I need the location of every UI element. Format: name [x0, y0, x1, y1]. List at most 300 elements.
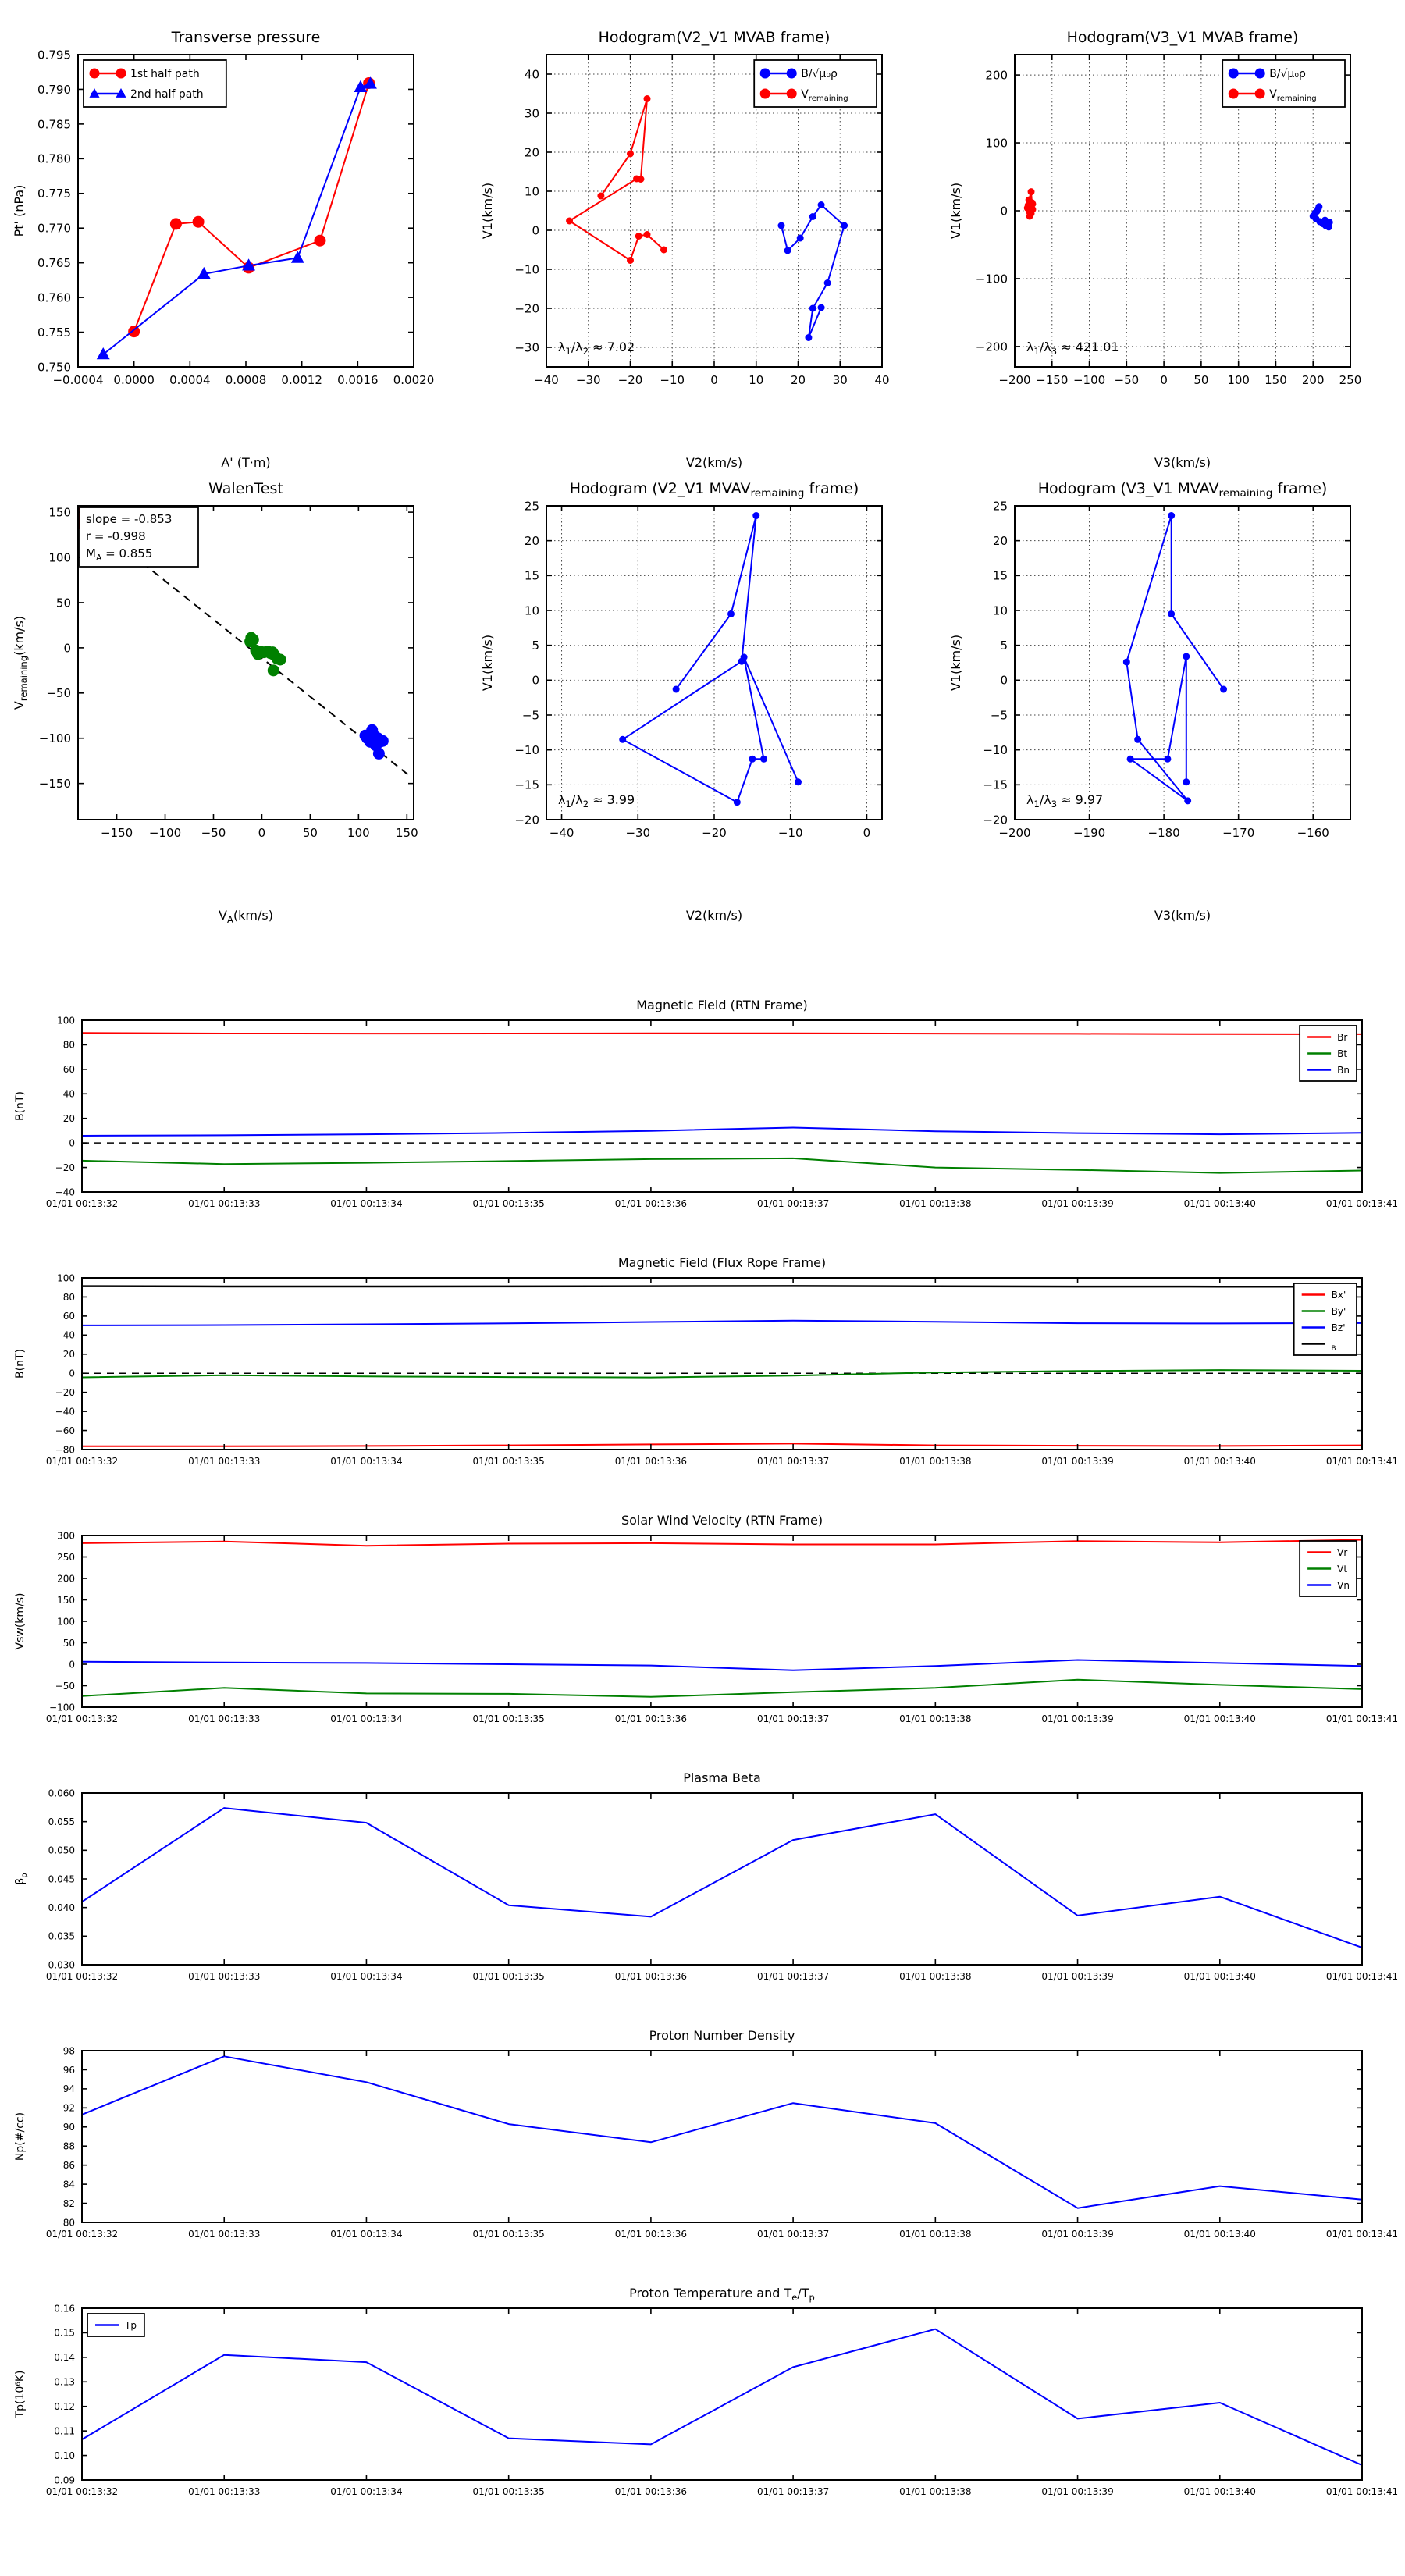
x-tick-label: −20: [617, 373, 643, 387]
x-tick-label: 250: [1339, 373, 1362, 387]
y-tick-label: 90: [62, 2122, 75, 2133]
chart-proton-temperature: [0, 2252, 1405, 2510]
x-tick-label: −180: [1147, 826, 1180, 840]
series-Bt: [82, 1158, 1362, 1173]
x-tick-label: 0: [258, 826, 266, 840]
x-tick-label: 0.0004: [169, 373, 211, 387]
chart-title: Transverse pressure: [171, 29, 321, 46]
y-tick-label: −20: [514, 813, 539, 827]
x-tick-label: 01/01 00:13:33: [188, 2486, 261, 2497]
legend-label: By': [1331, 1305, 1346, 1317]
series-V_remaining: [567, 96, 667, 264]
x-tick-label: −30: [575, 373, 601, 387]
y-tick-label: 0: [69, 1659, 75, 1670]
series-cluster-2: [245, 632, 286, 676]
x-tick-label: 01/01 00:13:33: [188, 1971, 261, 1982]
plot-border: [82, 1535, 1362, 1707]
y-tick-label: −15: [514, 777, 539, 792]
y-tick-label: −200: [975, 340, 1008, 354]
chart-title: Solar Wind Velocity (RTN Frame): [621, 1513, 823, 1528]
chart-title: Hodogram (V2_V1 $MVAV_{remaining}$ frame): [569, 480, 859, 500]
x-tick-label: 100: [1227, 373, 1250, 387]
x-tick-label: 50: [1193, 373, 1209, 387]
x-tick-label: 01/01 00:13:39: [1041, 1971, 1114, 1982]
y-tick-labels: [54, 2303, 75, 2485]
chart-title: Plasma Beta: [683, 1770, 761, 1785]
x-tick-label: 01/01 00:13:36: [614, 1198, 688, 1209]
x-tick-label: 01/01 00:13:36: [614, 1456, 688, 1467]
x-tick-label: −200: [998, 826, 1031, 840]
chart-svg-hodogram-v3v1-mvab: [937, 0, 1405, 470]
y-axis-label: $V_{remaining}(km/s)$: [12, 615, 29, 710]
y-tick-label: 100: [57, 1015, 75, 1026]
chart-svg-proton-number-density: [0, 1994, 1405, 2252]
lambda-annotation: $\lambda_1/\lambda_2 \approx 7.02$: [558, 340, 635, 357]
chart-svg-solar-wind-velocity: [0, 1479, 1405, 1737]
x-tick-label: 01/01 00:13:32: [45, 2229, 119, 2240]
y-tick-label: 100: [57, 1616, 75, 1628]
y-axis-label: Vsw(km/s): [14, 1592, 27, 1650]
y-tick-label: 10: [992, 603, 1008, 618]
x-tick-label: −100: [148, 826, 182, 840]
x-tick-label: 01/01 00:13:37: [756, 1456, 830, 1467]
y-tick-label: 0.09: [54, 2475, 75, 2486]
x-tick-labels: [46, 2229, 1398, 2240]
x-tick-labels: [998, 373, 1361, 387]
plot-border: [82, 1278, 1362, 1450]
x-tick-label: 01/01 00:13:35: [472, 2229, 545, 2240]
legend: [84, 60, 226, 107]
y-tick-label: −100: [38, 731, 71, 746]
y-tick-label: 100: [48, 550, 71, 565]
y-tick-label: 94: [62, 2083, 75, 2095]
chart-title: Proton Number Density: [649, 2028, 795, 2043]
chart-title: Hodogram(V2_V1 MVAB frame): [598, 29, 831, 46]
series-Vr: [82, 1540, 1362, 1546]
y-tick-label: 15: [992, 568, 1008, 583]
x-tick-labels: [46, 1198, 1398, 1209]
chart-svg-magnetic-field-flux-rope: [0, 1222, 1405, 1479]
chart-title: Magnetic Field (RTN Frame): [636, 998, 808, 1012]
legend-label: 1st half path: [130, 68, 200, 81]
ticks: [82, 2308, 1362, 2480]
y-tick-label: 50: [55, 596, 71, 610]
series-group: [620, 513, 802, 806]
y-tick-label: 30: [524, 106, 539, 121]
x-tick-label: −200: [998, 373, 1031, 387]
y-tick-label: 40: [62, 1329, 75, 1341]
y-tick-label: −15: [983, 777, 1008, 792]
x-tick-label: −100: [1072, 373, 1106, 387]
x-tick-label: 30: [832, 373, 848, 387]
series-group: [82, 1808, 1362, 1948]
y-tick-label: 25: [524, 499, 539, 514]
x-tick-label: −0.0004: [52, 373, 104, 387]
ticks: [82, 1020, 1362, 1192]
y-axis-label: $\beta_p$: [14, 1873, 29, 1885]
series-Tp: [82, 2329, 1362, 2465]
y-tick-label: −20: [514, 301, 539, 316]
series-B/√μ₀ρ: [778, 202, 848, 341]
legend-label: 2nd half path: [130, 88, 204, 101]
y-tick-label: 0.030: [48, 1959, 75, 1971]
x-tick-label: 01/01 00:13:32: [45, 1198, 119, 1209]
x-tick-label: 0: [863, 826, 871, 840]
y-tick-label: −40: [55, 1187, 75, 1198]
chart-hodogram-v2v1-mvab: [468, 0, 937, 470]
y-tick-label: 100: [57, 1272, 75, 1284]
grid: [1015, 506, 1350, 820]
series-Np: [82, 2056, 1362, 2208]
y-tick-labels: [37, 48, 71, 374]
y-tick-labels: [55, 1015, 75, 1197]
stats-line: $M_A = 0.855$: [86, 546, 153, 563]
y-tick-label: −60: [55, 1425, 75, 1436]
chart-hodogram-v3v1-mvab: [937, 0, 1405, 470]
ticks: [82, 1535, 1362, 1707]
chart-svg-hodogram-v3v1-mvav: [937, 451, 1405, 923]
y-tick-label: 50: [62, 1637, 75, 1649]
y-tick-label: 10: [524, 184, 539, 199]
legend: [1222, 60, 1345, 107]
y-tick-label: 250: [57, 1551, 75, 1563]
y-tick-label: −5: [990, 708, 1008, 723]
y-tick-label: 0: [1000, 204, 1008, 219]
x-tick-label: −50: [201, 826, 226, 840]
chart-svg-hodogram-v2v1-mvab: [468, 0, 937, 470]
series-group: [82, 1033, 1362, 1172]
chart-solar-wind-velocity: [0, 1479, 1405, 1737]
x-tick-label: 01/01 00:13:32: [45, 1456, 119, 1467]
x-tick-label: 01/01 00:13:35: [472, 1198, 545, 1209]
legend: [1294, 1283, 1357, 1355]
chart-svg-magnetic-field-rtn: [0, 964, 1405, 1222]
y-tick-label: 20: [524, 534, 539, 549]
y-tick-label: 82: [62, 2197, 75, 2209]
chart-title: Hodogram(V3_V1 MVAB frame): [1066, 29, 1299, 46]
legend-label: Br: [1337, 1031, 1348, 1043]
x-tick-label: 01/01 00:13:37: [756, 1198, 830, 1209]
y-tick-label: 0.12: [54, 2401, 75, 2413]
legend-label: B/√μ₀ρ: [801, 68, 838, 81]
y-tick-label: −20: [983, 813, 1008, 827]
x-axis-label: V2(km/s): [685, 455, 743, 470]
y-tick-label: 0.035: [48, 1930, 75, 1942]
x-tick-label: 100: [347, 826, 370, 840]
y-tick-label: 0.11: [54, 2425, 75, 2437]
y-tick-label: 0.775: [37, 187, 71, 201]
y-tick-label: 150: [48, 505, 71, 520]
x-tick-label: 150: [396, 826, 418, 840]
legend: [87, 2314, 144, 2336]
legend-label: $V_{remaining}$: [1269, 88, 1317, 104]
x-tick-labels: [46, 1456, 1398, 1467]
y-tick-label: 200: [57, 1573, 75, 1585]
y-tick-label: −10: [514, 743, 539, 758]
y-tick-label: −80: [55, 1444, 75, 1456]
y-tick-label: −100: [49, 1702, 75, 1713]
x-tick-label: 01/01 00:13:40: [1183, 1198, 1256, 1209]
y-axis-label: Tp(10⁶K): [14, 2370, 27, 2418]
y-tick-labels: [39, 506, 71, 792]
chart-title: Hodogram (V3_V1 $MVAV_{remaining}$ frame): [1037, 480, 1328, 500]
y-axis-label: V1(km/s): [480, 182, 495, 240]
chart-walen-test: [0, 451, 468, 925]
x-tick-label: 01/01 00:13:33: [188, 1456, 261, 1467]
y-tick-label: −40: [55, 1406, 75, 1418]
x-tick-label: −10: [777, 826, 803, 840]
x-tick-label: 01/01 00:13:40: [1183, 2229, 1256, 2240]
y-tick-label: 25: [992, 499, 1008, 514]
y-axis-label: Pt' (nPa): [12, 184, 27, 237]
x-tick-label: 01/01 00:13:34: [330, 1713, 403, 1724]
ticks: [1015, 506, 1350, 820]
y-axis-label: V1(km/s): [480, 634, 495, 692]
x-tick-labels: [534, 373, 889, 387]
x-tick-label: 01/01 00:13:38: [899, 1971, 972, 1982]
x-tick-label: 01/01 00:13:35: [472, 2486, 545, 2497]
x-tick-label: 01/01 00:13:41: [1325, 2486, 1399, 2497]
y-tick-label: 0.795: [37, 48, 71, 62]
x-tick-labels: [998, 826, 1329, 840]
chart-hodogram-v2v1-mvav: [468, 451, 937, 923]
x-tick-label: −170: [1222, 826, 1255, 840]
chart-magnetic-field-rtn: [0, 964, 1405, 1222]
y-tick-label: 40: [524, 67, 539, 82]
legend-label: Bx': [1331, 1289, 1346, 1300]
chart-svg-walen-test: [0, 451, 468, 925]
y-tick-label: 0.755: [37, 325, 71, 340]
chart-magnetic-field-flux-rope: [0, 1222, 1405, 1479]
stats-box: [80, 507, 198, 567]
y-tick-label: 60: [62, 1064, 75, 1076]
y-tick-labels: [48, 1788, 75, 1970]
x-tick-label: 01/01 00:13:34: [330, 1456, 403, 1467]
y-tick-labels: [983, 499, 1008, 827]
series-group: [82, 2329, 1362, 2465]
x-tick-label: 0.0016: [337, 373, 379, 387]
x-tick-label: −20: [702, 826, 727, 840]
y-tick-label: 20: [62, 1349, 75, 1361]
y-axis-label: V1(km/s): [948, 182, 963, 240]
y-tick-label: 0: [69, 1368, 75, 1379]
y-tick-label: 92: [62, 2102, 75, 2114]
x-tick-label: 01/01 00:13:38: [899, 2486, 972, 2497]
chart-svg-plasma-beta: [0, 1737, 1405, 1994]
legend-label: Bz': [1331, 1322, 1346, 1333]
x-tick-label: 01/01 00:13:40: [1183, 1713, 1256, 1724]
y-tick-label: 20: [62, 1113, 75, 1125]
y-tick-label: 0.10: [54, 2450, 75, 2461]
chart-svg-transverse-pressure: [0, 0, 468, 470]
y-tick-label: 300: [57, 1530, 75, 1542]
x-tick-label: 0.0008: [225, 373, 267, 387]
legend: [754, 60, 877, 107]
y-tick-label: −20: [55, 1162, 75, 1173]
y-tick-label: 150: [57, 1594, 75, 1606]
y-tick-label: −30: [514, 340, 539, 355]
y-tick-label: 0.14: [54, 2352, 75, 2364]
series-cluster-3: [360, 724, 388, 759]
y-tick-labels: [514, 499, 539, 827]
y-tick-label: −150: [38, 777, 71, 792]
x-tick-label: 01/01 00:13:35: [472, 1971, 545, 1982]
x-tick-labels: [46, 1713, 1398, 1724]
x-tick-labels: [46, 1971, 1398, 1982]
lambda-annotation: $\lambda_1/\lambda_2 \approx 3.99$: [558, 792, 635, 809]
x-tick-label: 01/01 00:13:35: [472, 1713, 545, 1724]
y-tick-label: 0.780: [37, 151, 71, 166]
chart-plasma-beta: [0, 1737, 1405, 1994]
series-Vn: [82, 1660, 1362, 1670]
y-tick-label: −10: [983, 743, 1008, 758]
y-tick-label: 15: [524, 568, 539, 583]
x-tick-label: 40: [874, 373, 890, 387]
x-axis-label: V3(km/s): [1154, 908, 1211, 923]
y-tick-label: 0: [63, 641, 71, 656]
x-tick-label: 01/01 00:13:39: [1041, 1713, 1114, 1724]
legend-label: Vr: [1337, 1546, 1348, 1558]
x-tick-label: 01/01 00:13:37: [756, 1713, 830, 1724]
x-tick-label: −40: [549, 826, 574, 840]
y-tick-label: −10: [514, 262, 539, 277]
x-tick-label: 01/01 00:13:36: [614, 2229, 688, 2240]
x-tick-label: 01/01 00:13:39: [1041, 2229, 1114, 2240]
plot-border: [1015, 506, 1350, 820]
series-beta-p: [82, 1808, 1362, 1948]
x-tick-label: 0.0020: [393, 373, 435, 387]
series-Bz': [82, 1321, 1362, 1325]
y-tick-label: 100: [985, 136, 1008, 151]
x-tick-label: 01/01 00:13:32: [45, 1971, 119, 1982]
y-tick-label: 0.750: [37, 360, 71, 375]
y-tick-label: 80: [62, 1039, 75, 1051]
x-tick-label: 01/01 00:13:41: [1325, 1456, 1399, 1467]
y-tick-label: 5: [532, 639, 539, 653]
plot-border: [82, 2308, 1362, 2480]
x-tick-label: 01/01 00:13:40: [1183, 2486, 1256, 2497]
chart-hodogram-v3v1-mvav: [937, 451, 1405, 923]
y-tick-labels: [63, 2045, 75, 2228]
y-tick-label: 0.045: [48, 1873, 75, 1885]
y-tick-label: −50: [46, 686, 71, 701]
x-tick-label: 01/01 00:13:32: [45, 2486, 119, 2497]
x-tick-label: 01/01 00:13:32: [45, 1713, 119, 1724]
y-tick-label: 0.760: [37, 290, 71, 305]
y-tick-labels: [976, 68, 1008, 354]
legend: [1300, 1026, 1357, 1081]
x-tick-label: 01/01 00:13:34: [330, 1971, 403, 1982]
legend-label: Tp: [125, 2319, 137, 2331]
y-tick-label: 0.055: [48, 1816, 75, 1827]
x-tick-label: 0.0012: [281, 373, 322, 387]
x-tick-label: −190: [1072, 826, 1106, 840]
y-tick-label: 0.050: [48, 1845, 75, 1856]
series-group: [567, 96, 848, 341]
y-tick-label: 0.15: [54, 2327, 75, 2339]
x-tick-label: 01/01 00:13:39: [1041, 1198, 1114, 1209]
series-Bn: [82, 1128, 1362, 1137]
y-tick-label: 0.790: [37, 82, 71, 97]
x-tick-label: 01/01 00:13:33: [188, 2229, 261, 2240]
y-tick-label: −5: [521, 708, 539, 723]
stats-line: slope = -0.853: [86, 512, 173, 526]
y-tick-labels: [55, 1272, 75, 1455]
x-tick-label: −150: [100, 826, 133, 840]
y-tick-label: 0.13: [54, 2376, 75, 2388]
x-tick-label: 50: [302, 826, 318, 840]
x-tick-label: −10: [660, 373, 685, 387]
legend-label: Vt: [1337, 1563, 1348, 1574]
x-tick-labels: [46, 2486, 1398, 2497]
ticks: [82, 2051, 1362, 2222]
x-tick-label: −30: [625, 826, 651, 840]
y-tick-label: 96: [62, 2064, 75, 2076]
ticks: [82, 1278, 1362, 1450]
x-tick-label: −150: [1036, 373, 1069, 387]
legend-label: Bn: [1337, 1064, 1350, 1076]
x-tick-label: 01/01 00:13:33: [188, 1198, 261, 1209]
y-tick-label: 20: [992, 534, 1008, 549]
x-tick-labels: [550, 826, 871, 840]
series-group: [1024, 189, 1332, 230]
series-group: [1123, 513, 1226, 804]
y-tick-label: 0: [532, 673, 539, 688]
legend-label: B: [1331, 1344, 1336, 1353]
y-axis-label: B(nT): [14, 1091, 27, 1121]
y-tick-label: 0: [1000, 673, 1008, 688]
y-tick-label: 20: [524, 145, 539, 160]
x-tick-label: 01/01 00:13:36: [614, 2486, 688, 2497]
y-tick-label: 0.770: [37, 221, 71, 236]
x-tick-label: 150: [1264, 373, 1287, 387]
x-tick-label: 01/01 00:13:38: [899, 1713, 972, 1724]
y-tick-label: −20: [55, 1386, 75, 1398]
x-tick-label: 01/01 00:13:38: [899, 1198, 972, 1209]
y-tick-label: −50: [55, 1680, 75, 1692]
x-tick-labels: [52, 373, 434, 387]
y-tick-labels: [514, 67, 539, 354]
y-axis-label: V1(km/s): [948, 634, 963, 692]
series-hodogram-path: [1123, 513, 1226, 804]
x-tick-label: 01/01 00:13:38: [899, 1456, 972, 1467]
y-tick-label: 84: [62, 2179, 75, 2190]
chart-title: WalenTest: [208, 480, 283, 497]
chart-transverse-pressure: [0, 0, 468, 470]
x-axis-label: $V_A(km/s)$: [219, 908, 273, 925]
series-group: [98, 77, 376, 358]
x-tick-label: 01/01 00:13:38: [899, 2229, 972, 2240]
chart-title: Magnetic Field (Flux Rope Frame): [617, 1255, 827, 1270]
plot-border: [82, 2051, 1362, 2222]
y-tick-label: 10: [524, 603, 539, 618]
y-tick-label: 0.060: [48, 1788, 75, 1799]
series-1st half path: [129, 77, 375, 336]
series-Bx': [82, 1443, 1362, 1446]
x-tick-label: 01/01 00:13:41: [1325, 1713, 1399, 1724]
y-tick-label: 86: [62, 2159, 75, 2171]
x-tick-label: 0: [710, 373, 718, 387]
x-tick-label: 20: [790, 373, 806, 387]
y-axis-label: Np(#/cc): [14, 2112, 27, 2161]
x-tick-label: −40: [534, 373, 559, 387]
x-tick-label: 01/01 00:13:41: [1325, 2229, 1399, 2240]
y-tick-label: 40: [62, 1088, 75, 1100]
x-tick-label: 200: [1301, 373, 1325, 387]
x-tick-label: 01/01 00:13:34: [330, 1198, 403, 1209]
series-Br: [82, 1033, 1362, 1034]
x-tick-label: 01/01 00:13:36: [614, 1971, 688, 1982]
